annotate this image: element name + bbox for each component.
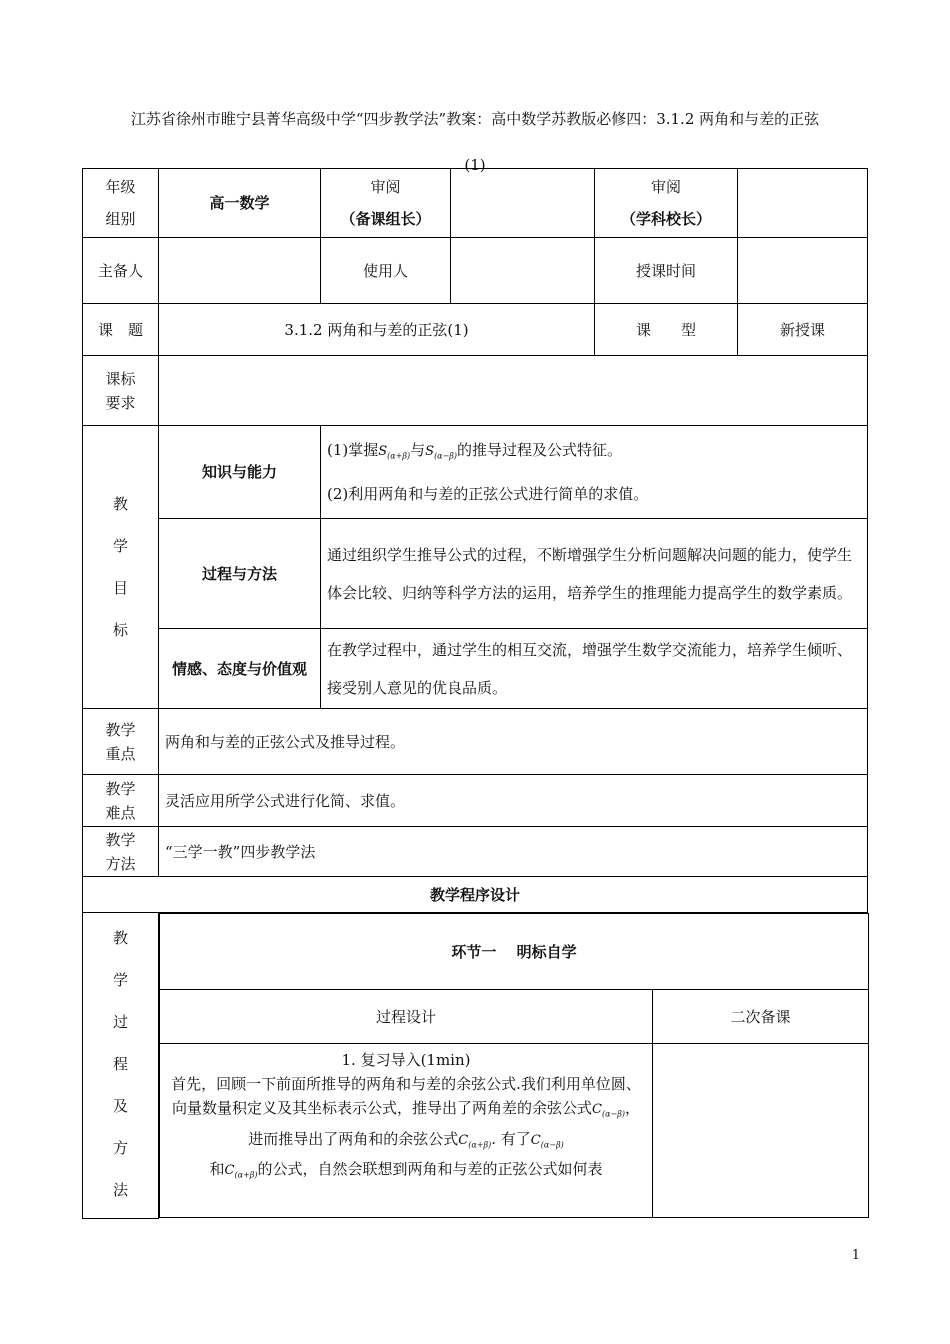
second-prep-content [653,1044,869,1218]
cos-diff-formula-2: $C_{(\alpha-\beta)}$ [530,1132,564,1150]
key-point-value: 两角和与差的正弦公式及推导过程。 [159,709,868,775]
step-paragraph: 首先，回顾一下前面所推导的两角和与差的余弦公式.我们利用单位圆、向量数量积定义及其坐标表示公式，推导出了两角差的余弦公式$C_{(\alpha-\beta)}$，进而推导出了两角和的余弦公式$C_{(\alpha+\beta)}$. 有了$C_{(\alpha-\beta)}$ 和$C_{(\alpha+\beta)}$的公式，自然会联想到两角和与差的正弦公式如何表 [171,1075,641,1181]
difficulty-value: 灵活应用所学公式进行化简、求值。 [159,775,868,827]
review-principal-value [738,169,868,238]
topic-value: 3.1.2 两角和与差的正弦(1) [159,304,595,356]
process-content: 通过组织学生推导公式的过程，不断增强学生分析问题解决问题的能力，使学生体会比较、归纳等科学方法的运用，培养学生的推理能力提高学生的数学素质。 [321,519,868,629]
cos-sum-formula: $C_{(\alpha+\beta)}$ [458,1132,492,1150]
knowledge-label: 知识与能力 [159,426,321,519]
standard-label: 课标 要求 [83,356,159,426]
cos-sum-formula-2: $C_{(\alpha+\beta)}$ [224,1163,258,1181]
goals-label: 教 学 目 标 [83,426,159,709]
difficulty-label: 教学 难点 [83,775,159,827]
sine-sum-formula: $S_{(\alpha+\beta)}$ [378,443,411,461]
process-label: 过程与方法 [159,519,321,629]
lesson-plan-table [82,168,868,1219]
grade-value: 高一数学 [159,169,321,238]
review-group-value [451,169,595,238]
page-number: 1 [851,1248,860,1263]
type-value: 新授课 [738,304,868,356]
step-title: 1. 复习导入(1min) [341,1051,471,1070]
user-value [451,238,595,304]
key-point-label: 教学 重点 [83,709,159,775]
method-label: 教学 方法 [83,827,159,877]
process-design-content [160,1044,653,1218]
topic-label: 课 题 [83,304,159,356]
process-design-header: 过程设计 [160,990,653,1044]
grade-label: 年级 组别 [83,169,159,238]
sine-diff-formula: $S_{(\alpha-\beta)}$ [425,443,458,461]
time-label: 授课时间 [595,238,738,304]
knowledge-content: (1)掌握$S_{(\alpha+\beta)}$与$S_{(\alpha-\beta)}$的推导过程及公式特征。 (2)利用两角和与差的正弦公式进行简单的求值。 [321,426,868,519]
emotion-label: 情感、态度与价值观 [159,629,321,709]
preparer-label: 主备人 [83,238,159,304]
design-table [159,913,869,1218]
user-label: 使用人 [321,238,451,304]
emotion-content: 在教学过程中，通过学生的相互交流，增强学生数学交流能力，培养学生倾听、接受别人意见的优良品质。 [321,629,868,709]
time-value [738,238,868,304]
review-group-label: 审阅 （备课组长） [321,169,451,238]
review-principal-label: 审阅 （学科校长） [595,169,738,238]
title-line-1: 江苏省徐州市睢宁县菁华高级中学“四步教学法”教案：高中数学苏教版必修四：3.1.2 两角和与差的正弦 [130,110,820,128]
section-title: 环节一 明标自学 [160,914,869,990]
process-method-label: 教 学 过 程 及 方 法 [83,913,159,1219]
cos-diff-formula: $C_{(\alpha-\beta)}$ [592,1102,625,1119]
standard-value [159,356,868,426]
type-label: 课 型 [595,304,738,356]
title-line-2: (1) [464,156,486,174]
method-value: “三学一教”四步教学法 [159,827,868,877]
design-heading: 教学程序设计 [83,877,868,913]
design-panel [159,913,868,1219]
second-prep-header: 二次备课 [653,990,869,1044]
preparer-value [159,238,321,304]
